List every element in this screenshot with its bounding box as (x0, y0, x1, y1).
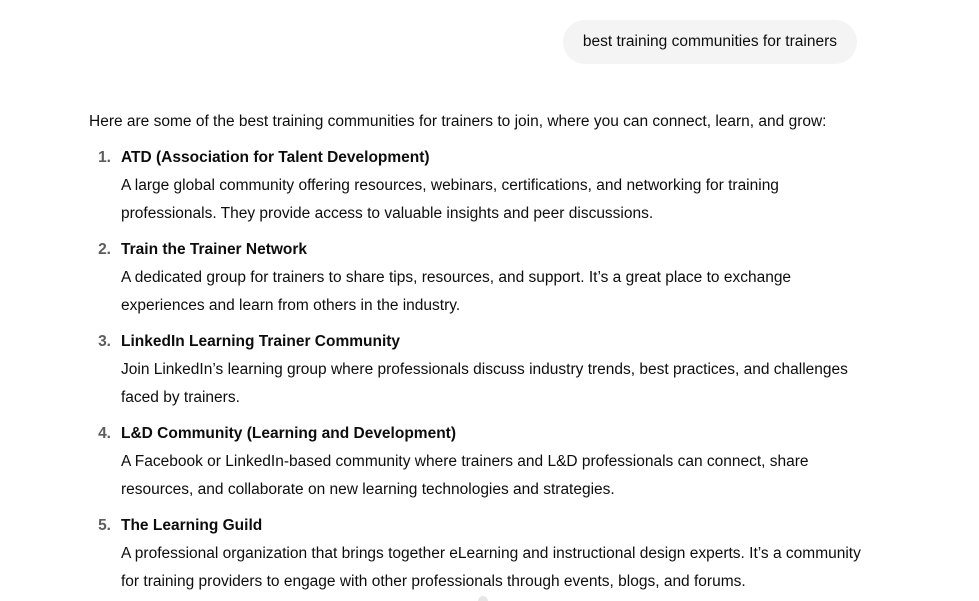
assistant-response (89, 108, 869, 596)
list-item-title: Train the Trainer Network (121, 241, 308, 258)
list-item (89, 420, 869, 504)
list-item-title: LinkedIn Learning Trainer Community (121, 333, 401, 350)
list-item-description: Join LinkedIn’s learning group where professionals discuss industry trends, best practices, and challenges faced by trainers. (121, 361, 848, 406)
list-item (89, 328, 869, 412)
list-item (89, 236, 869, 320)
user-message-bubble[interactable]: best training communities for trainers (563, 20, 857, 64)
list-item-description: A professional organization that brings together eLearning and instructional design experts. It’s a community for training providers to engage with other professionals through events, blogs, and forums. (121, 545, 861, 590)
list-item-number: 4. (98, 425, 111, 442)
list-item-description: A Facebook or LinkedIn-based community where trainers and L&D professionals can connect, share resources, and collaborate on new learning technologies and strategies. (121, 453, 809, 498)
scroll-down-button[interactable] (478, 596, 488, 601)
user-message-row (563, 20, 857, 64)
list-item-title: L&D Community (Learning and Development) (121, 425, 456, 442)
list-item (89, 512, 869, 596)
list-item-number: 3. (98, 333, 111, 350)
response-intro: Here are some of the best training communities for trainers to join, where you can connect, learn, and grow: (89, 113, 827, 130)
list-item-number: 5. (98, 517, 111, 534)
list-item-description: A large global community offering resources, webinars, certifications, and networking for training professionals. They provide access to valuable insights and peer discussions. (121, 177, 779, 222)
list-item-title: The Learning Guild (121, 517, 263, 534)
list-item-number: 2. (98, 241, 111, 258)
list-item-description: A dedicated group for trainers to share tips, resources, and support. It’s a great place to exchange experiences and learn from others in the industry. (121, 269, 792, 314)
community-list (89, 144, 869, 596)
list-item (89, 144, 869, 228)
list-item-title: ATD (Association for Talent Development) (121, 149, 430, 166)
list-item-number: 1. (98, 149, 111, 166)
